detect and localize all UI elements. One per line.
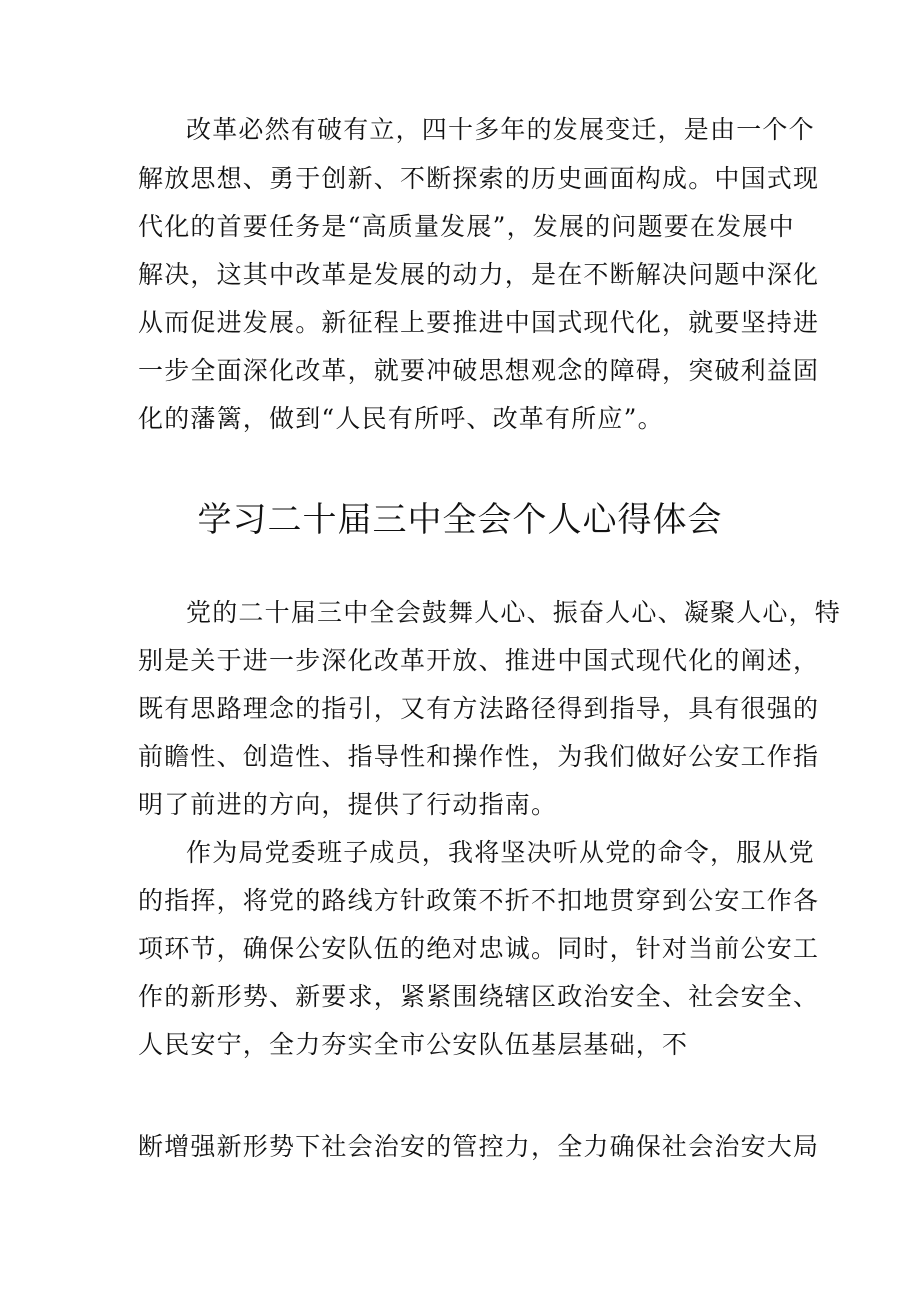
- paragraph-3-line-5: 人民安宁，全力夯实全市公安队伍基层基础，不: [138, 1030, 689, 1059]
- paragraph-1-line-5: 从而促进发展。新征程上要推进中国式现代化，就要坚持进: [138, 308, 820, 337]
- paragraph-2-line-3: 既有思路理念的指引，又有方法路径得到指导，具有很强的: [138, 694, 820, 723]
- paragraph-4-line-1: 断增强新形势下社会治安的管控力，全力确保社会治安大局: [138, 1132, 820, 1161]
- paragraph-3-line-2: 的指挥，将党的路线方针政策不折不扣地贯穿到公安工作各: [138, 886, 820, 915]
- paragraph-2-line-2: 别是关于进一步深化改革开放、推进中国式现代化的阐述，: [138, 646, 820, 675]
- paragraph-3-line-3: 项环节，确保公安队伍的绝对忠诚。同时，针对当前公安工: [138, 934, 820, 963]
- paragraph-3-line-4: 作的新形势、新要求，紧紧围绕辖区政治安全、社会安全、: [138, 982, 820, 1011]
- paragraph-1-line-7: 化的藩篱，做到“人民有所呼、改革有所应”。: [138, 404, 664, 433]
- paragraph-2-line-5: 明了前进的方向，提供了行动指南。: [138, 790, 558, 819]
- paragraph-2-line-1: 党的二十届三中全会鼓舞人心、振奋人心、凝聚人心，特: [186, 598, 842, 627]
- paragraph-2-line-4: 前瞻性、创造性、指导性和操作性，为我们做好公安工作指: [138, 742, 820, 771]
- document-title: 学习二十届三中全会个人心得体会: [197, 500, 723, 540]
- paragraph-1-line-3: 代化的首要任务是“高质量发展”，发展的问题要在发展中: [138, 212, 795, 241]
- paragraph-3-line-1: 作为局党委班子成员，我将坚决听从党的命令，服从党: [186, 838, 815, 867]
- paragraph-1-line-6: 一步全面深化改革，就要冲破思想观念的障碍，突破利益固: [138, 356, 820, 385]
- paragraph-1-line-1: 改革必然有破有立，四十多年的发展变迁，是由一个个: [186, 115, 815, 144]
- paragraph-1-line-4: 解决，这其中改革是发展的动力，是在不断解决问题中深化: [138, 260, 820, 289]
- paragraph-1-line-2: 解放思想、勇于创新、不断探索的历史画面构成。中国式现: [138, 164, 820, 193]
